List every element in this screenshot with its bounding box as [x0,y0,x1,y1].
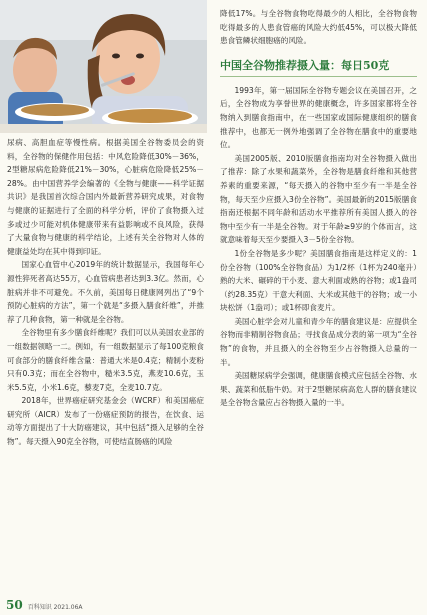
children-eating-cereal-photo [0,0,207,133]
paragraph: 美国心脏学会对儿童和青少年的膳食建议是：应提供全谷物而非精制谷物食品；寻找食品成分表的第一项为“全谷物”的食物，并且摄入的全谷物至少占谷物摄入总量的一半。 [220,316,417,367]
paragraph: 美国2005版、2010版膳食指南均对全谷物摄入做出了推荐：除了水果和蔬菜外，全谷物是膳食纤维和其他营养素的重要来源，“每天摄入的谷物中至少有一半是全谷物，每天至少应摄入3份全谷物”。美国最新的2015版膳食指南还根据不同年龄和活动水平推荐所有美国人摄入的谷物中至少有一半是全谷物。对于年龄≥9岁的个体而言，这就意味着每天至少要摄入3－5份全谷物。 [220,153,417,245]
paragraph: 国家心血管中心2019年的统计数据显示，我国每年心源性猝死者高达55万，心血管病患者达到3.3亿。然而，心脏病并非不可避免。不久前，美国每日健康网列出了“9个预防心脏病的方法”，第一个就是“多摄入膳食纤维”，并推荐了几种食物，第一种就是全谷物。 [7,260,204,324]
paragraph: 2018年，世界癌症研究基金会（WCRF）和美国癌症研究所（AICR）发布了一份癌症预防的报告，在饮食、运动等方面提出了十大防癌建议，其中包括“摄入足够的全谷物”。每天摄入90克全谷物，可使结直肠癌的风险 [7,396,204,447]
paragraph: 尿病、高胆血症等慢性病。根据美国全谷物委员会的资料，全谷物的保健作用包括：中风危险降低30%－36%，2型糖尿病危险降低21%－30%，心脏病危险降低25%－28%。由中国营养学会编著的《全物与健康——科学证据共识》是我国首次综合国内外最新营养研究成果，对食物与健康的证据进行了全面的科学分析，评价了食物摄入过多或过少可能对机体健康带来有益影响或不良风险，获得了大量食物与健康的科学结论，上述有关全谷物对人体的健康益处均在其中得到印证。 [7,138,204,256]
paragraph: 1993年，第一届国际全谷物专题会议在美国召开，之后，全谷物成为享誉世界的健康概念，许多国家都将全谷物纳入到膳食指南中，在一些国家或国际健康组织的膳食推荐中，也都无一例外地强调了全谷物在膳食中的重要地位。 [220,85,417,150]
section-divider [220,76,417,77]
page-number: 50 [6,598,23,612]
journal-issue: 百科知识 2021.06A [27,604,83,611]
photo-illustration [0,0,207,133]
section-heading: 中国全谷物推荐摄入量：每日50克 [220,58,390,72]
right-text-column [220,7,417,410]
paragraph: 美国糖尿病学会强调，健康膳食模式应包括全谷物、水果、蔬菜和低脂牛奶。对于2型糖尿病高危人群的膳食建议是全谷物含量应占谷物摄入量的一半。 [220,371,417,408]
paragraph-continued: 降低17%。与全谷物食物吃得最少的人相比，全谷物食物吃得最多的人患食管癌的风险大约低45%，可以极大降低患食管鳞状细胞癌的风险。 [220,9,417,46]
left-text-column [7,136,204,449]
paragraph: 1份全谷物是多少呢？美国膳食指南是这样定义的：1份全谷物（100%全谷物食品）为1/2杯（1杯为240毫升）熟的大米、碾碎的干小麦、意大利面或熟的谷物；或1盎司（约28.35克）干意大利面、大米或其他干的谷物；或一小块松饼（1盎司）；或1杯即食麦片。 [220,248,417,313]
paragraph: 全谷物里有多少膳食纤维呢？我们可以从美国农业部的一组数据领略一二。例如，有一组数据显示了每100克粮食可食部分的膳食纤维含量：普通大米是0.4克；精制小麦粉只有0.3克；而在全谷物中，糙米3.5克，燕麦10.6克，玉米5.5克，小米1.6克，藜麦7克，全麦10.7克。 [7,328,204,392]
page-footer [6,598,83,612]
